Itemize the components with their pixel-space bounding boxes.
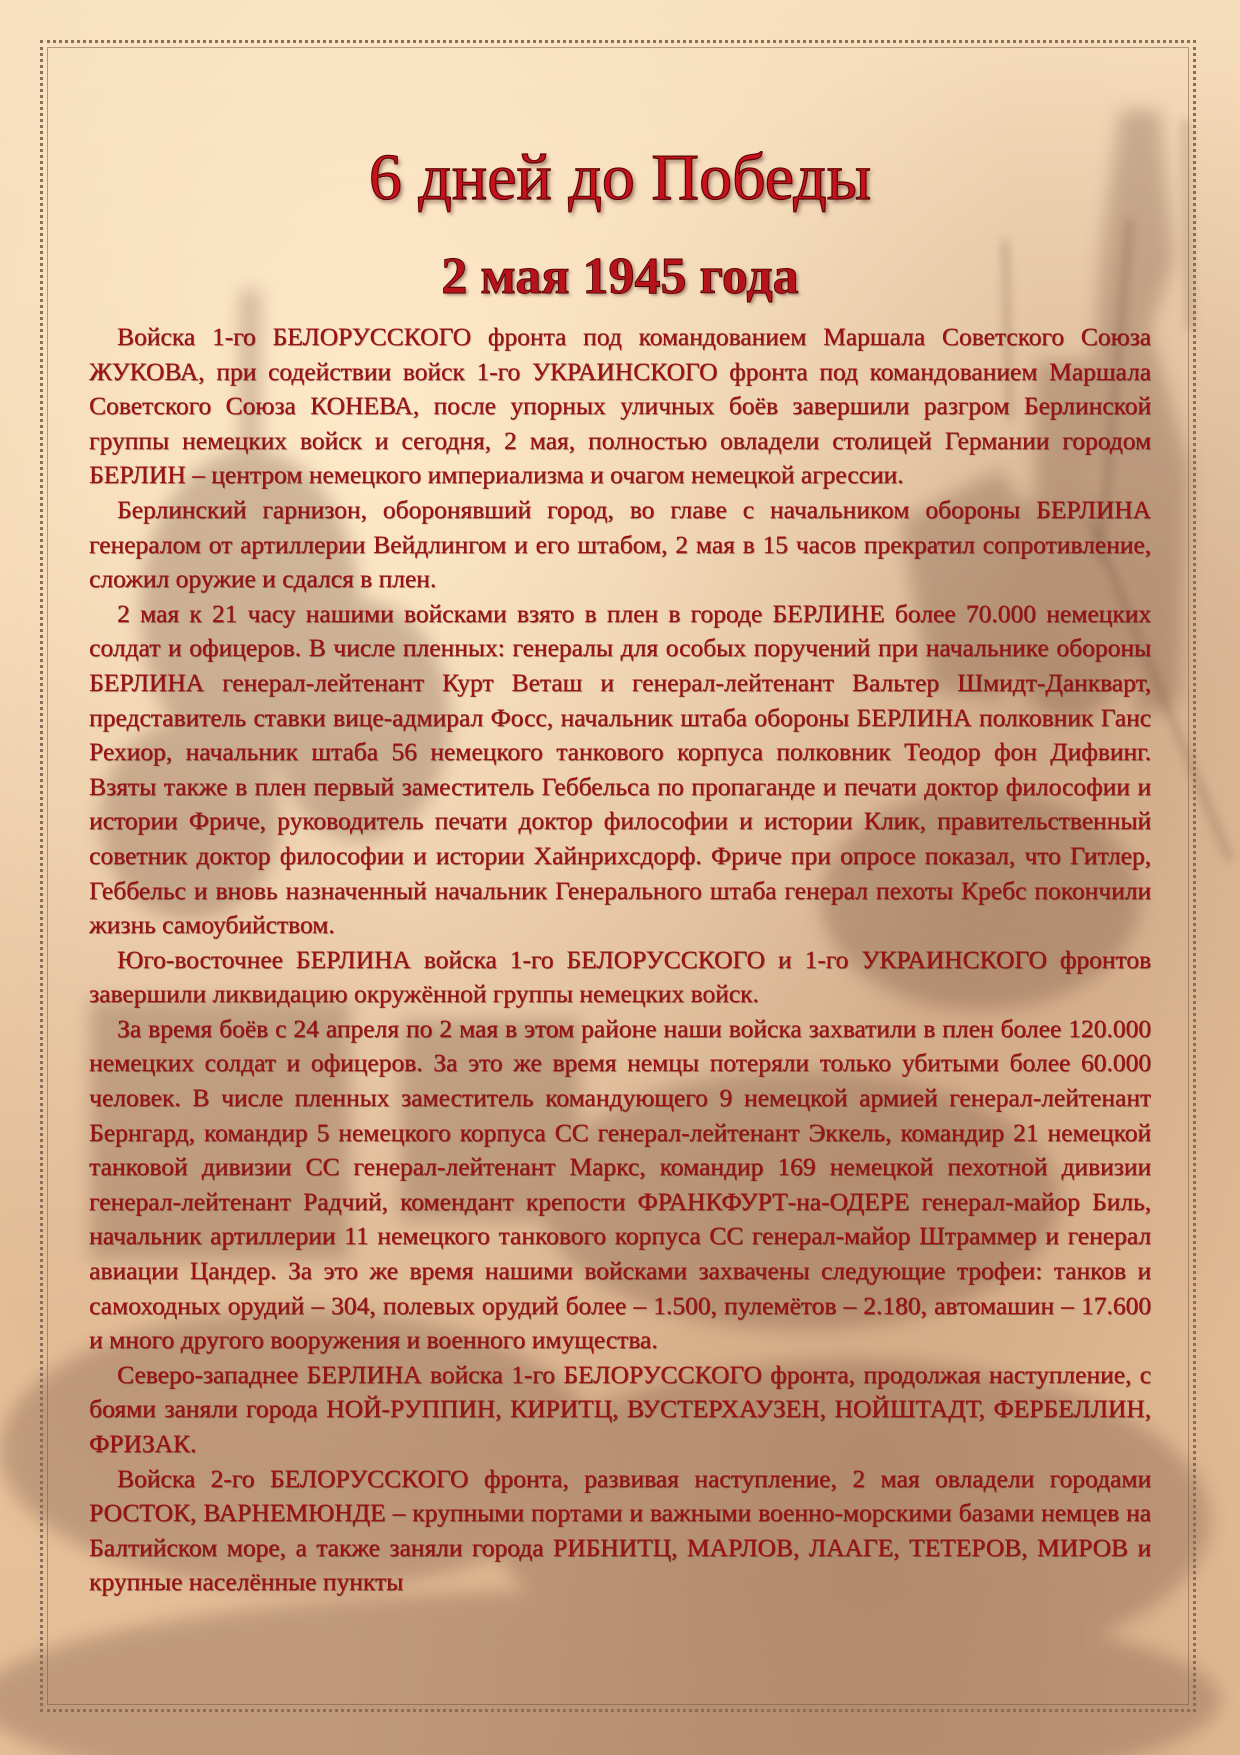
article-body [89,320,1151,1698]
article-paragraph: Берлинский гарнизон, оборонявший город, во главе с начальником обороны БЕРЛИНА генералом от артиллерии Вейдлингом и его штабом, 2 мая в 15 часов прекратил сопротивление, сложил оружие и сдался в плен. [89,494,1151,594]
article-paragraph: Юго-восточнее БЕРЛИНА войска 1-го БЕЛОРУССКОГО и 1-го УКРАИНСКОГО фронтов завершили ликвидацию окружённой группы немецких войск. [89,944,1151,1009]
article-paragraph: 2 мая к 21 часу нашими войсками взято в плен в городе БЕРЛИНЕ более 70.000 немецких солдат и офицеров. В числе пленных: генералы для особых поручений при начальнике обороны БЕРЛИНА генерал-лейтенант Курт Веташ и генерал-лейтенант Вальтер Шмидт-Данкварт, представитель ставки вице-адмирал Фосс, начальник штаба обороны БЕРЛИНА полковник Ганс Рехиор, начальник штаба 56 немецкого танкового корпуса полковник Теодор фон Дифвинг. Взяты также в плен первый заместитель Геббельса по пропаганде и печати доктор философии и истории Фриче, руководитель печати доктор философии и истории Клик, правительственный советник доктор философии и истории Хайнрихсдорф. Фриче при опросе показал, что Гитлер, Геббельс и вновь назначенный начальник Генерального штаба генерал пехоты Кребс покончили жизнь самоубийством. [89,598,1151,940]
article-paragraph: Войска 2-го БЕЛОРУССКОГО фронта, развивая наступление, 2 мая овладели городами РОСТОК, ВАРНЕМЮНДЕ – крупными портами и важными военно-морскими базами немцев на Балтийском море, а также заняли города РИБНИТЦ, МАРЛОВ, ЛААГЕ, ТЕТЕРОВ, МИРОВ и крупные населённые пункты [89,1463,1151,1597]
poster-date: 2 мая 1945 года [441,248,799,305]
poster-title: 6 дней до Победы [368,141,872,214]
article-paragraph: Северо-западнее БЕРЛИНА войска 1-го БЕЛОРУССКОГО фронта, продолжая наступление, с боями заняли города НОЙ-РУППИН, КИРИТЦ, ВУСТЕРХАУЗЕН, НОЙШТАДТ, ФЕРБЕЛЛИН, ФРИЗАК. [89,1359,1151,1458]
article-paragraph: Войска 1-го БЕЛОРУССКОГО фронта под командованием Маршала Советского Союза ЖУКОВА, при содействии войск 1-го УКРАИНСКОГО фронта под командованием Маршала Советского Союза КОНЕВА, после упорных уличных боёв завершили разгром Берлинской группы немецких войск и сегодня, 2 мая, полностью овладели столицей Германии городом БЕРЛИН – центром немецкого империализма и очагом немецкой агрессии. [89,322,1151,490]
article-paragraph: За время боёв с 24 апреля по 2 мая в этом районе наши войска захватили в плен более 120.000 немецких солдат и офицеров. За это же время немцы потеряли только убитыми более 60.000 человек. В числе пленных заместитель командующего 9 немецкой армией генерал-лейтенант Бернгард, командир 5 немецкого корпуса СС генерал-лейтенант Эккель, командир 21 немецкой танковой дивизии СС генерал-лейтенант Маркс, командир 169 немецкой пехотной дивизии генерал-лейтенант Радчий, комендант крепости ФРАНКФУРТ-на-ОДЕРЕ генерал-майор Биль, начальник артиллерии 11 немецкого танкового корпуса СС генерал-майор Штраммер и генерал авиации Цандер. За это же время нашими войсками захвачены следующие трофеи: танков и самоходных орудий – 304, полевых орудий более – 1.500, пулемётов – 2.180, автомашин – 17.600 и много другого вооружения и военного имущества. [89,1013,1151,1355]
